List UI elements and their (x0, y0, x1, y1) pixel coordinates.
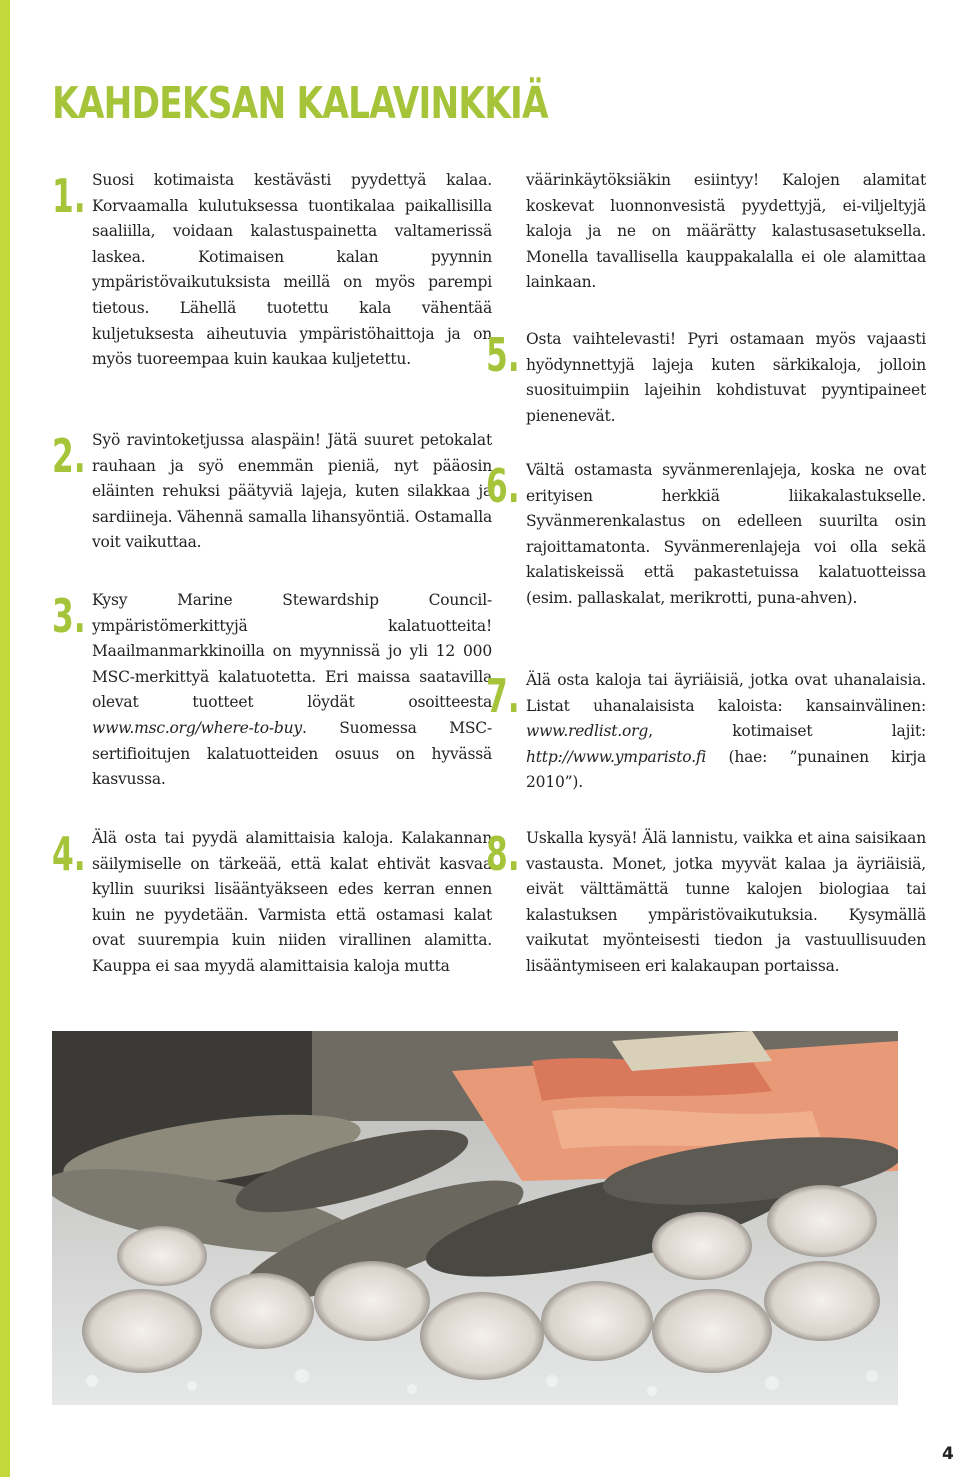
tip-text: Osta vaihtelevasti! Pyri ostamaan myös vajaasti hyödynnettyjä lajeja kuten särkikaloja, jolloin suosituimpiin lajeihin kohdistuvat pyyntipaineet pienenevät. (526, 330, 926, 425)
tip-number: 6. (486, 459, 520, 513)
tip-7 (486, 668, 926, 808)
tip-4 (52, 826, 492, 1016)
tip-text-end: (hae: ”punainen kirja 2010”). (526, 747, 926, 792)
tip-number: 5. (486, 328, 520, 382)
tip-text (92, 588, 492, 793)
fish-counter-photo (52, 1031, 898, 1405)
tip-text: Syö ravintoketjussa alaspäin! Jätä suuret petokalat rauhaan ja syö enemmän pieniä, nyt pääosin eläinten rehuksi päätyviä lajeja, kuten silakkaa ja sardiineja. Vähennä samalla lihansyöntiä. Ostamalla voit vaikuttaa. (92, 431, 492, 552)
tip-number: 2. (52, 429, 86, 483)
tip-3 (52, 588, 492, 808)
tip-5 (486, 327, 926, 437)
tip-text: Älä osta tai pyydä alamittaisia kaloja. Kalakannan säilymiselle on tärkeää, että kalat ehtivät kasvaa kyllin suuriksi lisääntyäkseen edes kerran ennen kuin ne pyydetään. Varmista että ostamasi kalat ovat suurempia kuin niiden virallinen alamitta. Kauppa ei saa myydä alamittaisia kaloja mutta (92, 829, 492, 975)
tip-8 (486, 826, 926, 1016)
tip-text: Uskalla kysyä! Älä lannistu, vaikka et aina saisikaan vastausta. Monet, jotka myyvät kalaa ja äyriäisiä, eivät välttämättä tunne kalojen biologiaa tai kalastuksen ympäristövaikutuksia. Kysymällä vaikutat myönteisesti tiedon ja vastuullisuuden lisääntymiseen eri kalakaupan portaissa. (526, 829, 926, 975)
redlist-link[interactable]: www.redlist.org (526, 722, 649, 741)
tip-2 (52, 428, 492, 568)
page-title: KAHDEKSAN KALAVINKKIÄ (52, 78, 548, 129)
tip-4-continued (486, 168, 926, 308)
tip-text: Suosi kotimaista kestävästi pyydettyä kalaa. Korvaamalla kulutuksessa tuontikalaa paikallisilla saaliilla, voidaan kalastuspainetta valtamerissä laskea. Kotimaisen kalan pyynnin ympäristövaikutuksista meillä on myös parempi tietous. Lähellä tuotettu kala vähentää kuljetuksesta aiheutuvia ympäristöhaittoja ja on myös tuoreempaa kuin kaukaa kuljetettu. (92, 171, 492, 369)
tip-text-end: . Suomessa MSC-sertifioitujen kalatuotteiden osuus on hyvässä kasvussa. (92, 718, 492, 789)
tip-number: 8. (486, 827, 520, 881)
tip-number: 4. (52, 827, 86, 881)
tip-text (526, 668, 926, 796)
ymparisto-link[interactable]: http://www.ymparisto.fi (526, 747, 707, 766)
tip-number: 1. (52, 169, 86, 223)
tip-text-start: Kysy Marine Stewardship Council-ympäristömerkittyjä kalatuotteita! Maailmanmarkkinoilla on myynnissä jo yli 12 000 MSC-merkittyä kalatuotetta. Eri maissa saatavilla olevat tuotteet löydät osoitteesta (92, 591, 492, 712)
msc-link[interactable]: www.msc.org/where-to-buy (92, 718, 302, 737)
tip-1 (52, 168, 492, 408)
tip-number: 3. (52, 589, 86, 643)
tip-6 (486, 458, 926, 648)
fish-counter-illustration (52, 1031, 898, 1405)
tip-text: Vältä ostamasta syvänmerenlajeja, koska ne ovat erityisen herkkiä liikakalastukselle. Syvänmerenkalastus on edelleen suurilta osin rajoittamatonta. Syvänmerenlajeja voi olla sekä kalatiskeissä että pakastetuissa kalatuotteissa (esim. pallaskalat, merikrotti, puna-ahven). (526, 461, 926, 607)
tip-text-middle: , kotimaiset lajit: (648, 722, 926, 741)
page-number: 4 (942, 1444, 954, 1464)
accent-bar (0, 0, 10, 1477)
tip-text: väärinkäytöksiäkin esiintyy! Kalojen alamitat koskevat luonnonvesistä pyydettyjä, ei-viljeltyjä kaloja ja ne on määrätty kalastusasetuksella. Monella tavallisella kauppakalalla ei ole alamittaa lainkaan. (526, 171, 926, 292)
tip-text-start: Älä osta kaloja tai äyriäisiä, jotka ovat uhanalaisia. Listat uhanalaisista kaloista: kansainvälinen: (526, 671, 926, 715)
tip-number: 7. (486, 669, 520, 723)
